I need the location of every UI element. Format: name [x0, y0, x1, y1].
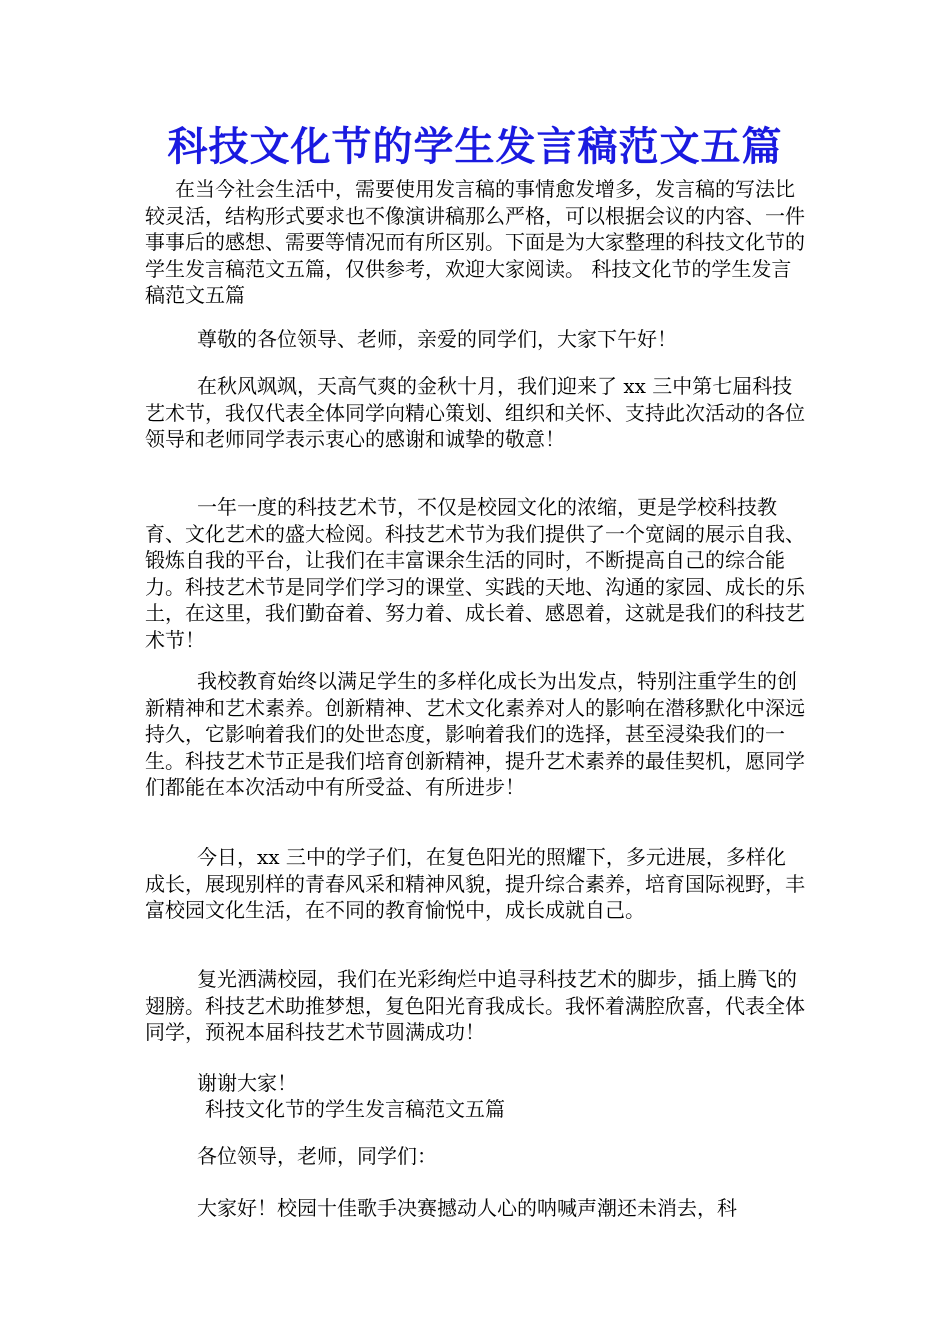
body-paragraph: 我校教育始终以满足学生的多样化成长为出发点，特别注重学生的创新精神和艺术素养。创新精神、艺术文化素养对人的影响在潜移默化中深远持久，它影响着我们的处世态度，影响着我们的选择，甚至浸染我们的一生。科技艺术节正是我们培育创新精神，提升艺术素养的最佳契机，愿同学们都能在本次活动中有所受益、有所进步！: [145, 669, 805, 799]
body-paragraph: 在秋风飒飒，天高气爽的金秋十月，我们迎来了 xx 三中第七届科技艺术节，我仅代表全体同学向精心策划、组织和关怀、支持此次活动的各位领导和老师同学表示衷心的感谢和诚挚的敬意！: [145, 374, 805, 451]
section-subheading: 科技文化节的学生发言稿范文五篇: [205, 1097, 505, 1121]
body-paragraph: 今日，xx 三中的学子们，在复色阳光的照耀下，多元进展，多样化成长，展现别样的青春风采和精神风貌，提升综合素养，培育国际视野，丰富校园文化生活，在不同的教育愉悦中，成长成就自己。: [145, 845, 805, 922]
intro-paragraph: 在当今社会生活中，需要使用发言稿的事情愈发增多，发言稿的写法比较灵活，结构形式要求也不像演讲稿那么严格，可以根据会议的内容、一件事事后的感想、需要等情况而有所区别。下面是为大家整理的科技文化节的学生发言稿范文五篇，仅供参考，欢迎大家阅读。 科技文化节的学生发言稿范文五篇: [145, 177, 805, 307]
body-paragraph: 复光洒满校园，我们在光彩绚烂中追寻科技艺术的脚步，插上腾飞的翅膀。科技艺术助推梦想，复色阳光育我成长。我怀着满腔欣喜，代表全体同学，预祝本届科技艺术节圆满成功！: [145, 967, 805, 1044]
document-title: 科技文化节的学生发言稿范文五篇: [167, 123, 783, 170]
thanks-line: 谢谢大家！: [197, 1071, 297, 1095]
greeting-line-2: 各位领导，老师，同学们：: [197, 1144, 437, 1168]
body-paragraph: 一年一度的科技艺术节，不仅是校园文化的浓缩，更是学校科技教育、文化艺术的盛大检阅。科技艺术节为我们提供了一个宽阔的展示自我、锻炼自我的平台，让我们在丰富课余生活的同时，不断提高自己的综合能力。科技艺术节是同学们学习的课堂、实践的天地、沟通的家园、成长的乐土，在这里，我们勤奋着、努力着、成长着、感恩着，这就是我们的科技艺术节！: [145, 495, 805, 652]
greeting-line: 尊敬的各位领导、老师，亲爱的同学们，大家下午好！: [197, 327, 677, 351]
body-paragraph: 大家好！校园十佳歌手决赛撼动人心的呐喊声潮还未消去，科: [197, 1196, 737, 1220]
